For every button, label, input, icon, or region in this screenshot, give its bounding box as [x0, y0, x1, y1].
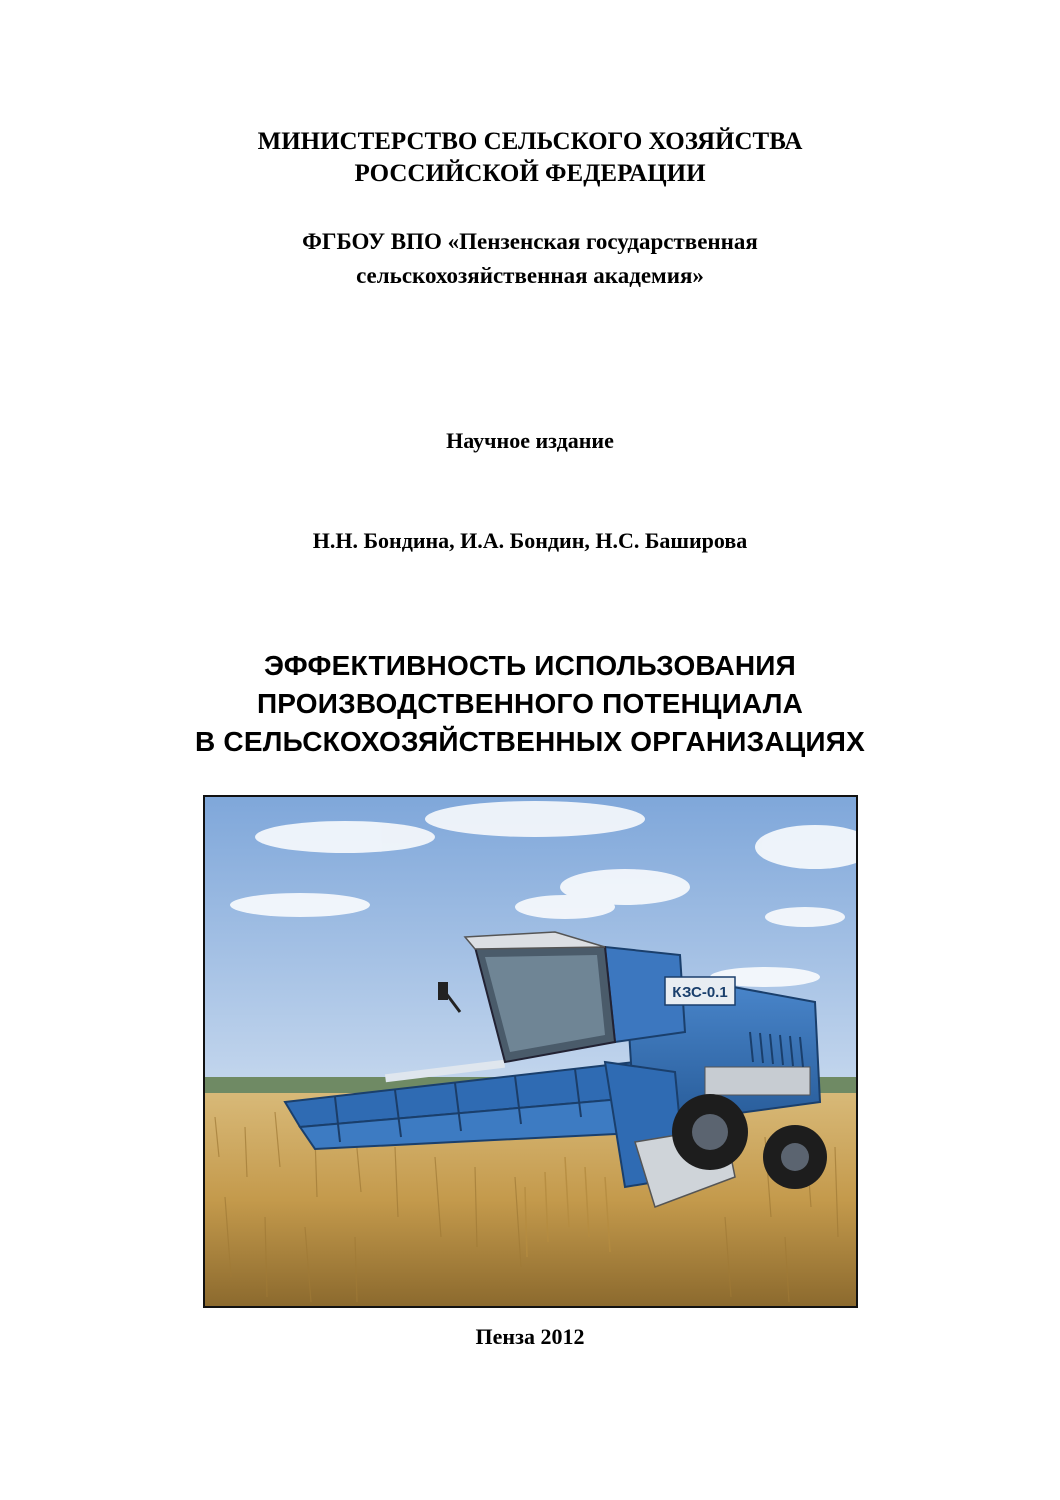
city-year: Пенза 2012 — [475, 1324, 585, 1349]
book-title-line-3: В СЕЛЬСКОХОЗЯЙСТВЕННЫХ ОРГАНИЗАЦИЯХ — [195, 726, 865, 757]
cover-photo — [203, 795, 858, 1308]
authors: Н.Н. Бондина, И.А. Бондин, Н.С. Баширова — [312, 528, 748, 553]
academy-line-2: сельскохозяйственная академия» — [356, 263, 704, 288]
ministry-line-2: РОССИЙСКОЙ ФЕДЕРАЦИИ — [354, 160, 706, 187]
ministry-line-1: МИНИСТЕРСТВО СЕЛЬСКОГО ХОЗЯЙСТВА — [257, 128, 803, 155]
publication-type: Научное издание — [446, 428, 614, 453]
book-title-line-1: ЭФФЕКТИВНОСТЬ ИСПОЛЬЗОВАНИЯ — [264, 650, 796, 681]
combine-harvester-illustration — [205, 797, 856, 1306]
machine-label: КЗС-0.1 — [672, 984, 728, 1001]
book-title-line-2: ПРОИЗВОДСТВЕННОГО ПОТЕНЦИАЛА — [256, 688, 804, 719]
academy-line-1: ФГБОУ ВПО «Пензенская государственная — [302, 229, 758, 254]
